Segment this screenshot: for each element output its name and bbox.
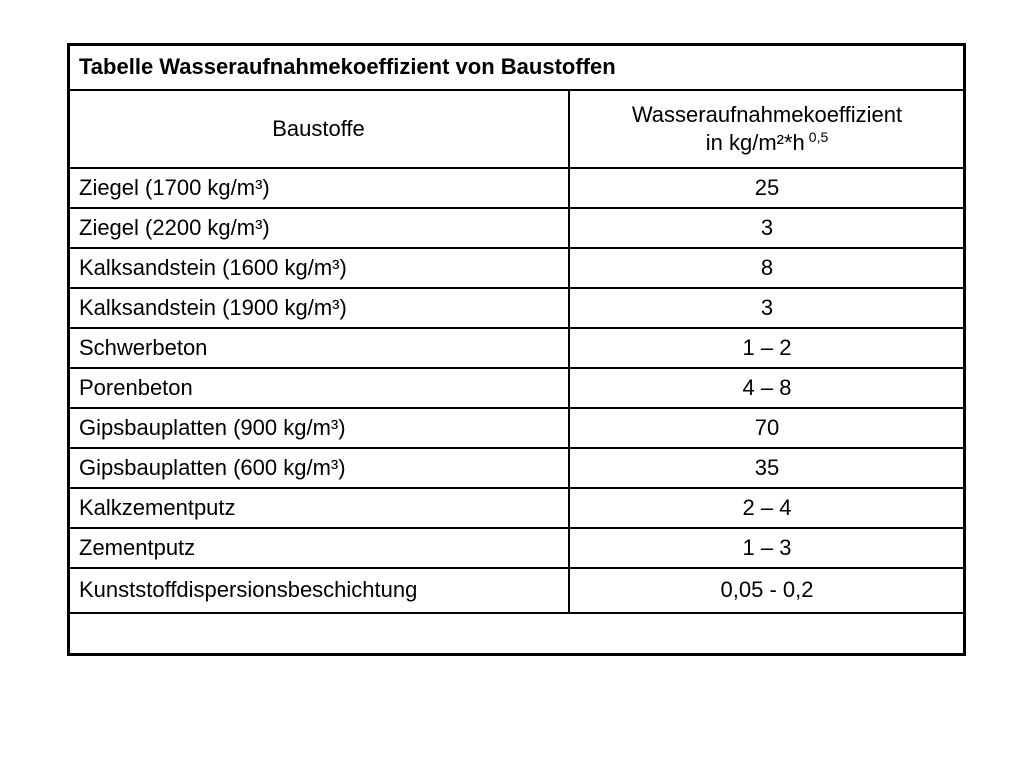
row-material: Zementputz xyxy=(68,528,569,568)
table-row xyxy=(68,288,965,328)
header-coefficient-line1: Wasseraufnahmekoeffizient xyxy=(631,102,903,128)
row-material: Kunststoffdispersionsbeschichtung xyxy=(68,568,569,613)
row-material: Schwerbeton xyxy=(68,328,569,368)
header-coefficient-line2 xyxy=(580,129,954,156)
table-row xyxy=(68,488,965,528)
row-value: 3 xyxy=(569,208,965,248)
table-title: Tabelle Wasseraufnahmekoeffizient von Baustoffen xyxy=(68,44,965,90)
table-header-row xyxy=(68,90,965,168)
row-value: 1 – 3 xyxy=(569,528,965,568)
header-coefficient-exponent: 0,5 xyxy=(808,128,829,145)
row-material: Ziegel (2200 kg/m³) xyxy=(68,208,569,248)
row-value: 8 xyxy=(569,248,965,288)
row-value: 2 – 4 xyxy=(569,488,965,528)
table-row xyxy=(68,208,965,248)
row-value: 70 xyxy=(569,408,965,448)
row-material: Porenbeton xyxy=(68,368,569,408)
table-row xyxy=(68,248,965,288)
header-material: Baustoffe xyxy=(68,90,569,168)
table-row xyxy=(68,368,965,408)
table-row xyxy=(68,168,965,208)
table-title-row xyxy=(68,44,965,90)
row-material: Kalksandstein (1900 kg/m³) xyxy=(68,288,569,328)
table-row xyxy=(68,528,965,568)
table-row xyxy=(68,328,965,368)
row-value: 1 – 2 xyxy=(569,328,965,368)
header-coefficient xyxy=(569,90,965,168)
header-coefficient-unit: in kg/m²*h xyxy=(705,129,805,155)
row-value: 3 xyxy=(569,288,965,328)
row-material: Ziegel (1700 kg/m³) xyxy=(68,168,569,208)
row-material: Gipsbauplatten (900 kg/m³) xyxy=(68,408,569,448)
row-value: 0,05 - 0,2 xyxy=(569,568,965,613)
row-value: 4 – 8 xyxy=(569,368,965,408)
row-value: 25 xyxy=(569,168,965,208)
row-material: Kalksandstein (1600 kg/m³) xyxy=(68,248,569,288)
row-value: 35 xyxy=(569,448,965,488)
coefficient-table xyxy=(67,43,966,614)
table-row xyxy=(68,568,965,613)
table-row xyxy=(68,408,965,448)
table-row xyxy=(68,448,965,488)
row-material: Gipsbauplatten (600 kg/m³) xyxy=(68,448,569,488)
row-material: Kalkzementputz xyxy=(68,488,569,528)
